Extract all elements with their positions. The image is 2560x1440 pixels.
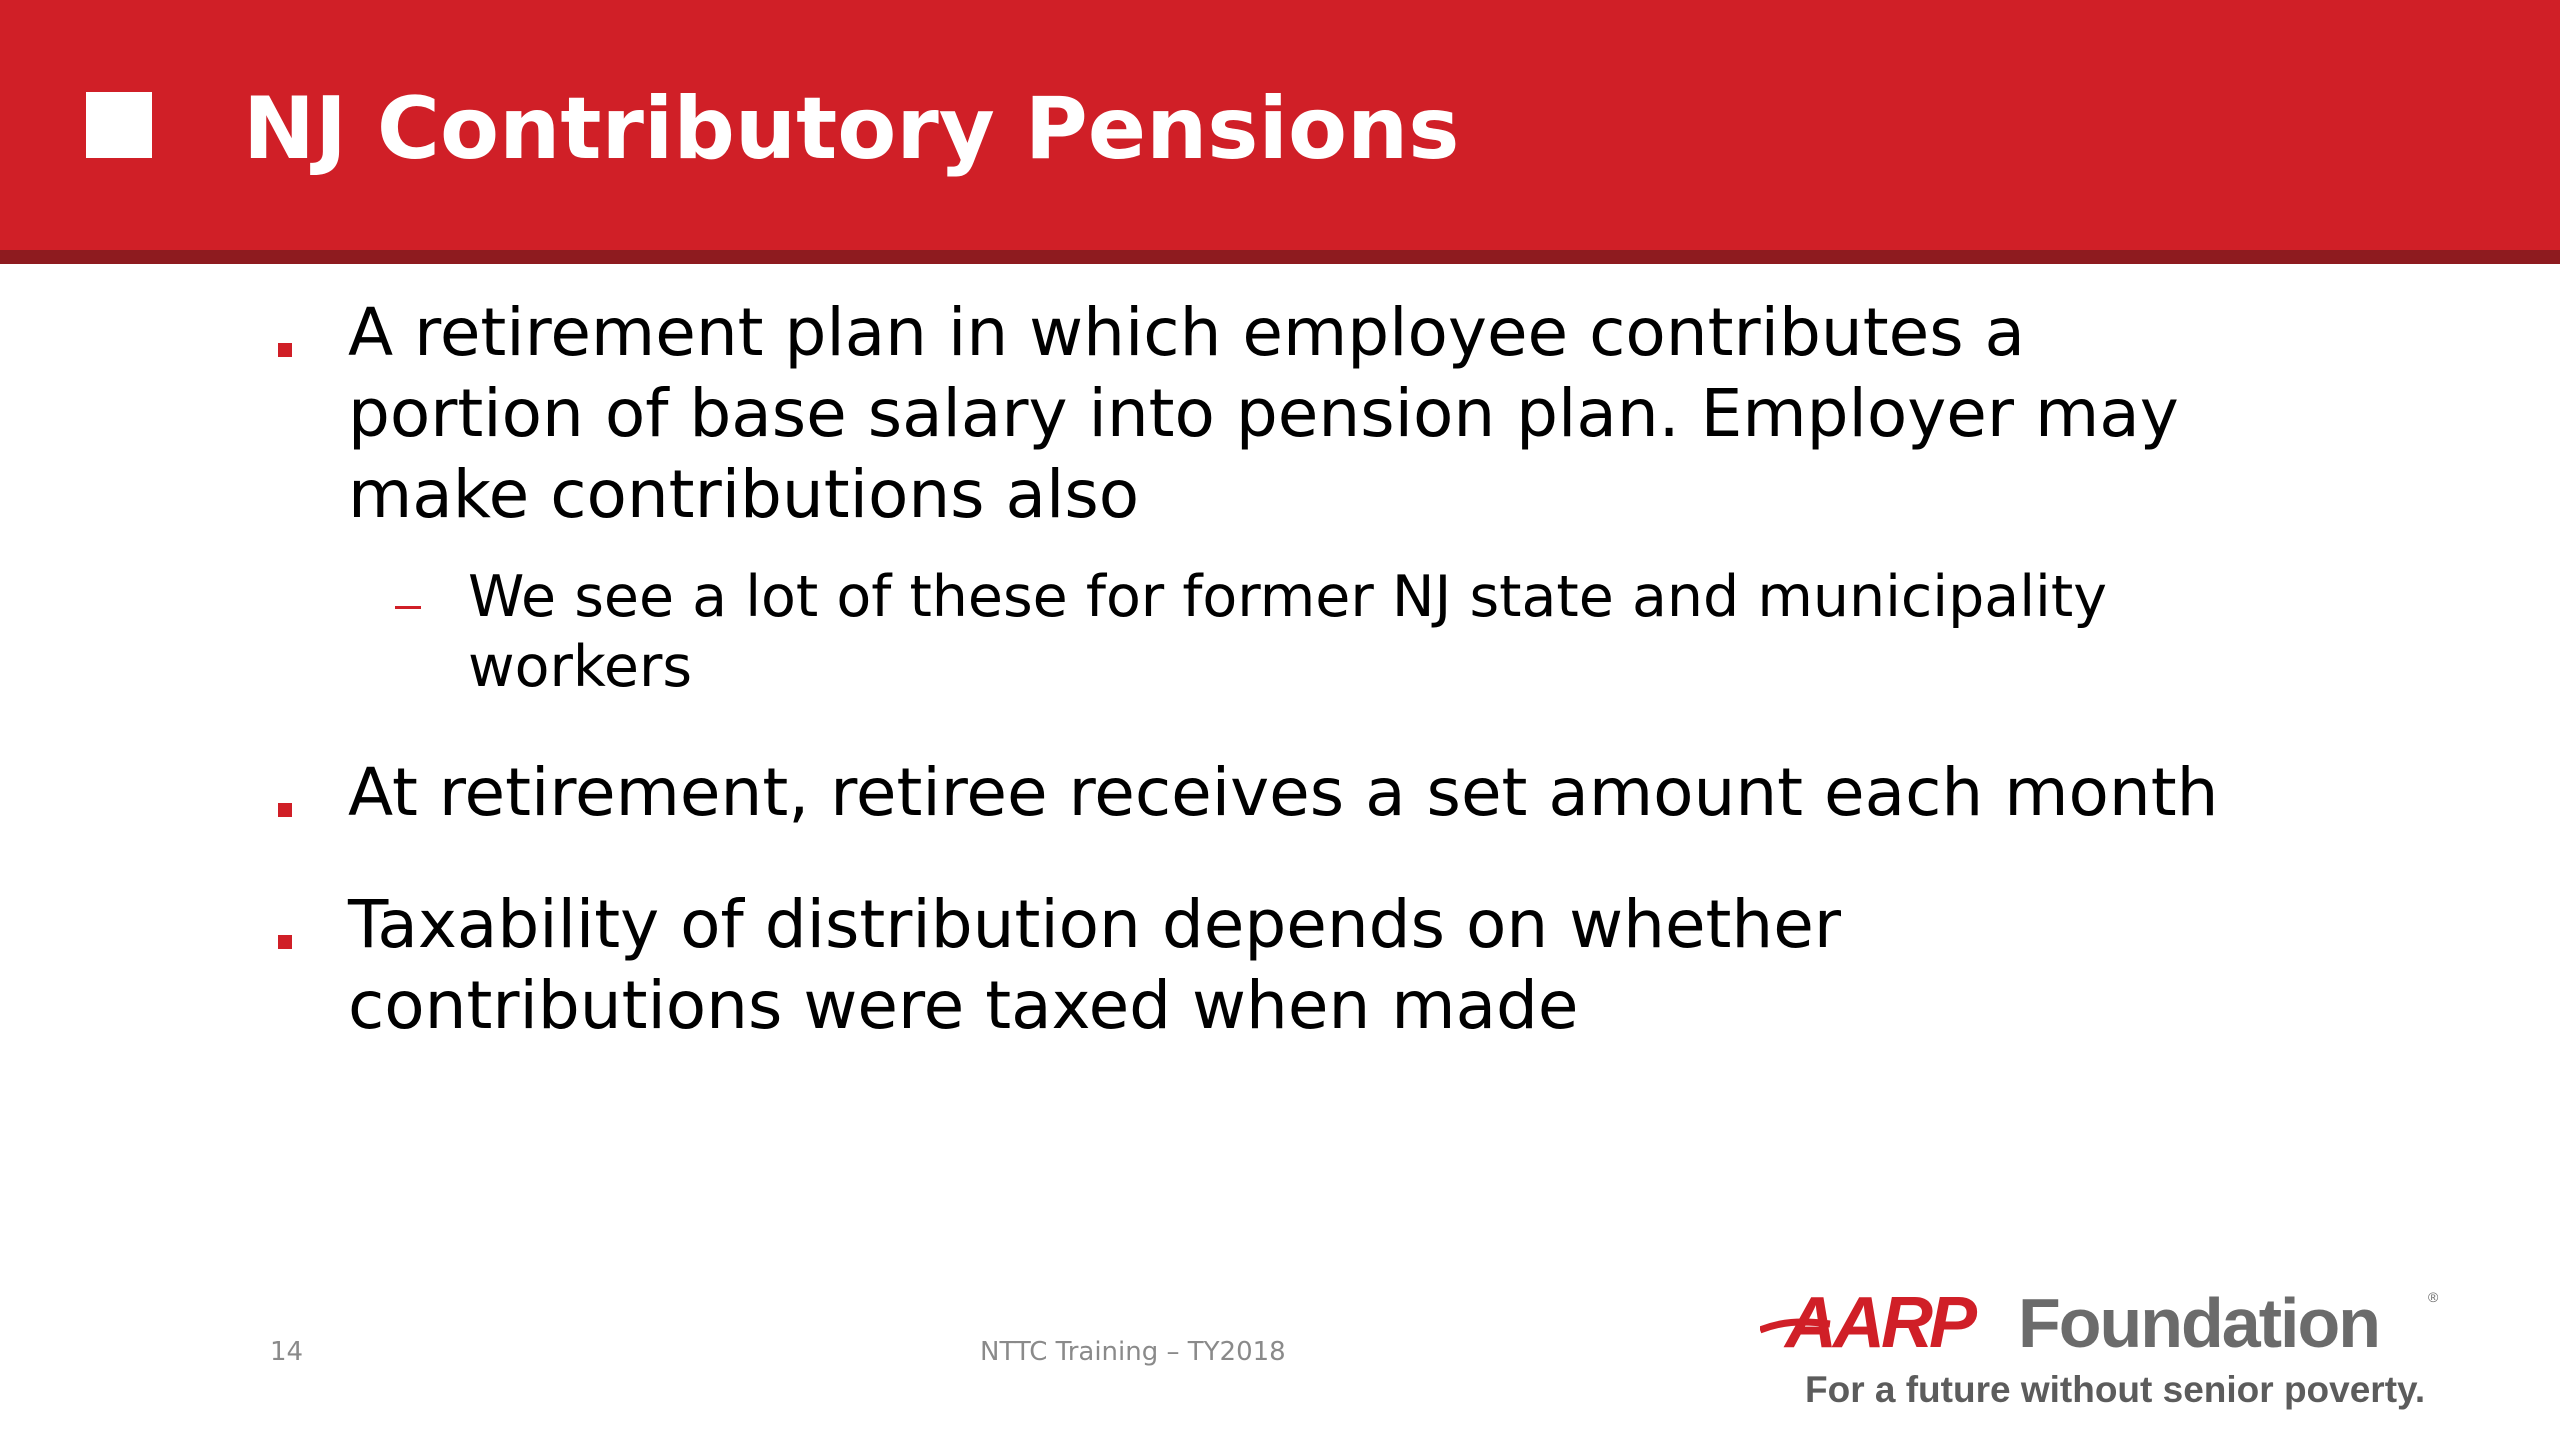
- logo-brand: AARP: [1785, 1283, 1974, 1363]
- logo-tagline: For a future without senior poverty.: [1805, 1369, 2426, 1410]
- bullet-1-line-3: make contributions also: [348, 456, 1140, 533]
- page-number: 14: [270, 1337, 304, 1367]
- slide-title: NJ Contributory Pensions: [243, 79, 1460, 179]
- sub-bullet-1-line-2: workers: [468, 634, 693, 700]
- bullet-marker-2: [278, 803, 292, 817]
- bullet-1: [348, 292, 2368, 535]
- sub-bullet-1: [468, 562, 2328, 702]
- logo-registered-mark: ®: [2428, 1289, 2439, 1305]
- logo-name: Foundation: [2018, 1284, 2380, 1362]
- footer-text: NTTC Training – TY2018: [980, 1337, 1286, 1367]
- bullet-1-line-2: portion of base salary into pension plan. Employer may: [348, 375, 2179, 452]
- title-square-icon: [86, 92, 152, 158]
- sub-bullet-marker-1: [395, 606, 421, 609]
- bullet-2-line-1: At retirement, retiree receives a set amount each month: [348, 754, 2219, 831]
- bullet-3: [348, 884, 2368, 1046]
- header-divider: [0, 250, 2560, 264]
- bullet-marker-1: [278, 343, 292, 357]
- bullet-marker-3: [278, 935, 292, 949]
- bullet-3-line-2: contributions were taxed when made: [348, 967, 1579, 1044]
- bullet-2: [348, 752, 2368, 833]
- bullet-1-line-1: A retirement plan in which employee contributes a: [348, 294, 2026, 371]
- bullet-3-line-1: Taxability of distribution depends on whether: [348, 886, 1841, 963]
- sub-bullet-1-line-1: We see a lot of these for former NJ state and municipality: [468, 564, 2107, 630]
- aarp-foundation-logo: [1760, 1280, 2440, 1415]
